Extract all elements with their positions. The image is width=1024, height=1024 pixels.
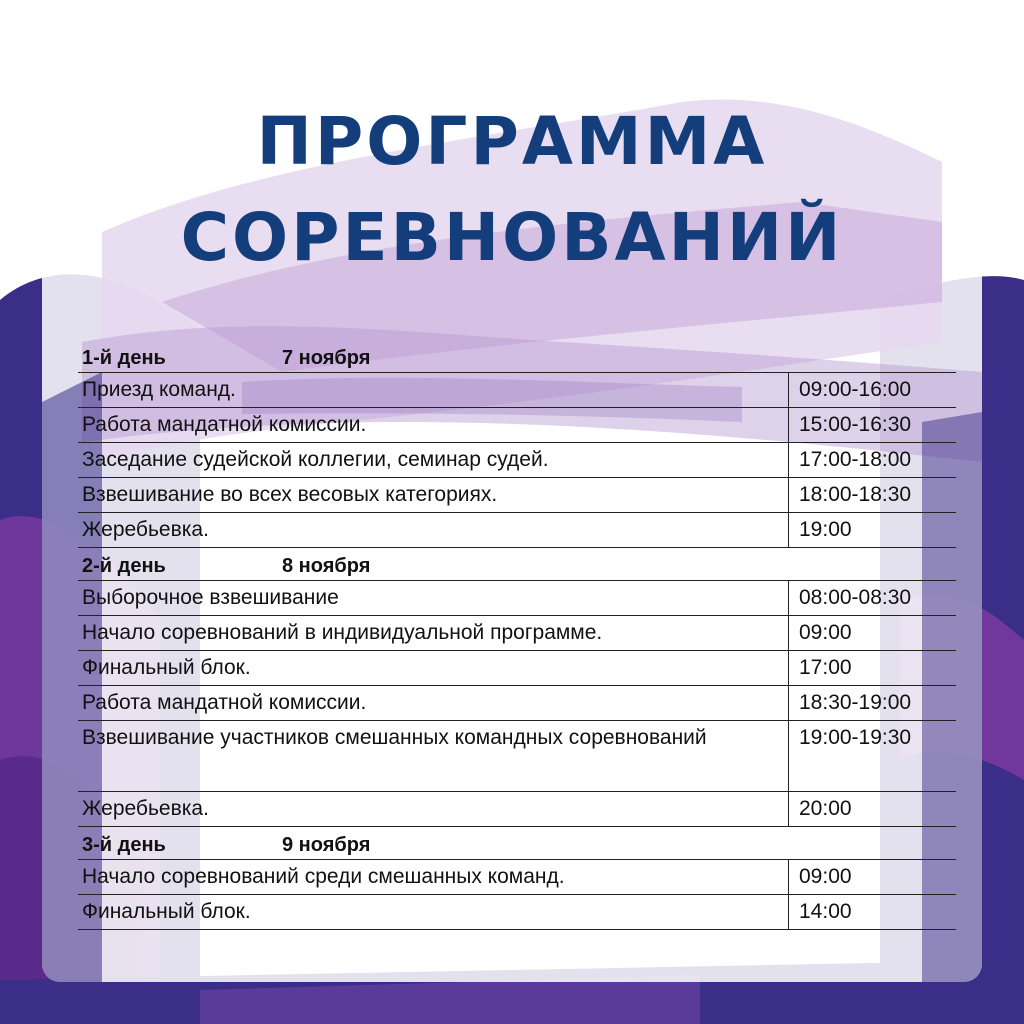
table-row [78, 860, 956, 895]
day-header [78, 827, 956, 860]
event-time: 19:00 [789, 513, 957, 548]
event-time: 18:00-18:30 [789, 478, 957, 513]
title-line-1: ПРОГРАММА [256, 103, 768, 180]
day-date: 8 ноября [282, 555, 371, 577]
table-row [78, 721, 956, 792]
day-label: 1-й день [82, 347, 166, 369]
event-time: 18:30-19:00 [789, 686, 957, 721]
table-row [78, 651, 956, 686]
day-date: 9 ноября [282, 834, 371, 856]
event-time: 17:00 [789, 651, 957, 686]
event-text: Жеребьевка. [78, 513, 789, 548]
event-time: 15:00-16:30 [789, 408, 957, 443]
table-row [78, 478, 956, 513]
event-text: Выборочное взвешивание [78, 581, 789, 616]
event-text: Заседание судейской коллегии, семинар судей. [78, 443, 789, 478]
event-text: Работа мандатной комиссии. [78, 408, 789, 443]
event-text: Начало соревнований в индивидуальной программе. [78, 616, 789, 651]
day-label: 2-й день [82, 555, 166, 577]
day-date: 7 ноября [282, 347, 371, 369]
day-header [78, 340, 956, 373]
event-time: 09:00-16:00 [789, 373, 957, 408]
event-text: Начало соревнований среди смешанных команд. [78, 860, 789, 895]
schedule-card [42, 42, 982, 982]
event-text: Взвешивание во всех весовых категориях. [78, 478, 789, 513]
event-time: 14:00 [789, 895, 957, 930]
table-row [78, 408, 956, 443]
event-text: Финальный блок. [78, 651, 789, 686]
schedule-table [78, 340, 956, 930]
table-row [78, 616, 956, 651]
event-text: Работа мандатной комиссии. [78, 686, 789, 721]
event-text: Приезд команд. [78, 373, 789, 408]
event-time: 17:00-18:00 [789, 443, 957, 478]
day-label: 3-й день [82, 834, 166, 856]
event-time: 20:00 [789, 792, 957, 827]
event-text: Взвешивание участников смешанных командных соревнований [78, 721, 789, 792]
event-time: 09:00 [789, 616, 957, 651]
event-text: Финальный блок. [78, 895, 789, 930]
table-row [78, 581, 956, 616]
event-time: 08:00-08:30 [789, 581, 957, 616]
table-row [78, 373, 956, 408]
event-time: 09:00 [789, 860, 957, 895]
title-line-2: СОРЕВНОВАНИЙ [180, 199, 844, 276]
event-time: 19:00-19:30 [789, 721, 957, 792]
table-row [78, 895, 956, 930]
table-row [78, 443, 956, 478]
table-row [78, 513, 956, 548]
day-header [78, 548, 956, 581]
event-text: Жеребьевка. [78, 792, 789, 827]
table-row [78, 686, 956, 721]
page-title [42, 94, 982, 286]
table-row [78, 792, 956, 827]
